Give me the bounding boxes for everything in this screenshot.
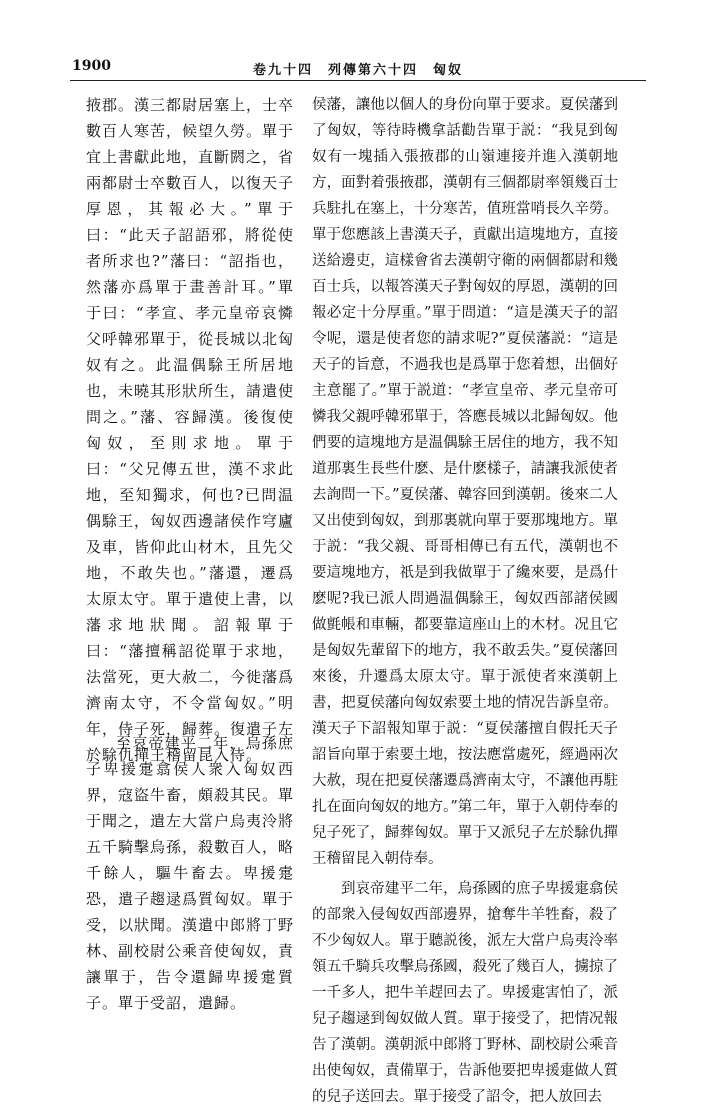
translation-paragraph-2: 到哀帝建平二年，烏孫國的庶子卑援疐翕侯的部衆入侵匈奴西部邊界，搶奪牛羊牲畜，殺了不少匈奴人。單于聽説後，派左大當户烏夷泠率領五千騎兵攻擊烏孫國，殺死了幾百人，擄掠了一千多人，把牛羊趕回去了。卑援疐害怕了，派兒子趨逯到匈奴做人質。單于接受了，把情况報告了漢朝。漢朝派中郎將丁野林、副校尉公乘音出使匈奴，責備單于，告訴他要把卑援疐做人質的兒子送回去。單于接受了詔令，把人放回去	[312, 881, 618, 1105]
header-rule	[70, 80, 646, 81]
page-number: 1900	[72, 58, 111, 74]
running-head: 卷九十四 列傳第六十四 匈奴	[252, 63, 463, 78]
page-header	[42, 56, 674, 80]
classical-paragraph-2: 至哀帝建平二年，烏孫庶子卑援疐翕侯人衆入匈奴西界，寇盜牛畜，頗殺其民。單于聞之，遣左大當户烏夷泠將五千騎擊烏孫，殺數百人，略千餘人，驅牛畜去。卑援疐恐，遣子趨逯爲質匈奴。單于受，以狀聞。漢遣中郎將丁野林、副校尉公乘音使匈奴，責讓單于，告令還歸卑援疐質子。單于受詔，遣歸。	[86, 734, 295, 1012]
classical-paragraph-1: 掖郡。漢三都尉居塞上，士卒數百人寒苦，候望久勞。單于宜上書獻此地，直斷閼之，省兩都尉士卒數百人，以復天子厚恩，其報必大。”單于曰：“此天子詔語邪，將從使者所求也?”藩曰：“詔指也，然藩亦爲單于畫善計耳。”單于曰：“孝宣、孝元皇帝哀憐父呼韓邪單于，從長城以北匈奴有之。此温偶駼王所居地也，未曉其形狀所生，請遣使問之。”藩、容歸漢。後復使匈奴，至則求地。單于曰：“父兄傳五世，漢不求此地，至知獨求，何也?已問温偶駼王，匈奴西邊諸侯作穹廬及車，皆仰此山材木，且先父地，不敢失也。”藩還，遷爲太原太守。單于遣使上書，以藩求地狀聞。詔報單于曰：“藩擅稱詔從單于求地，法當死，更大赦二，今徙藩爲濟南太守，不令當匈奴。”明年，侍子死，歸葬。復遣子左於駼仇撣王稽留昆入侍。	[86, 96, 295, 764]
modern-translation-column	[312, 92, 618, 1110]
classical-text-column-lower	[86, 730, 294, 1016]
translation-paragraph-1: 侯藩，讓他以個人的身份向單于要求。夏侯藩到了匈奴，等待時機拿話勸告單于説：“我見到匈奴有一塊插入張掖郡的山嶺連接并進入漢朝地方，面對着張掖郡，漢朝有三個都尉率領幾百士兵駐扎在塞上，十分寒苦，值班當哨長久辛勞。單于您應該上書漢天子，貢獻出這塊地方，直接送給邊吏，這樣會省去漢朝守衛的兩個都尉和幾百士兵，以報答漢天子對匈奴的厚恩，漢朝的回報必定十分厚重。”單于問道：“這是漢天子的詔令呢，還是使者您的請求呢?”夏侯藩説：“這是天子的旨意，不過我也是爲單于您着想，出個好主意罷了。”單于説道：“孝宣皇帝、孝元皇帝可憐我父親呼韓邪單于，答應長城以北歸匈奴。他們要的這塊地方是温偶駼王居住的地方，我不知道那裏生長些什麽、是什麽樣子，請讓我派使者去詢問一下。”夏侯藩、韓容回到漢朝。後來二人又出使到匈奴，到那裏就向單于要那塊地方。單于説：“我父親、哥哥相傳已有五代，漢朝也不要這塊地方，祇是到我做單于了纔來要，是爲什麽呢?我已派人問過温偶駼王，匈奴西部諸侯國做氈帳和車輛，都要靠這座山上的木材。况且它是匈奴先輩留下的地方，我不敢丢失。”夏侯藩回來後，升遷爲太原太守。單于派使者來漢朝上書，把夏侯藩向匈奴索要土地的情况告訴皇帝。漢天子下詔報知單于説：“夏侯藩擅自假托天子詔旨向單于索要土地，按法應當處死，經過兩次大赦，現在把夏侯藩遷爲濟南太守，不讓他再駐扎在面向匈奴的地方。”第二年，單于入朝侍奉的兒子死了，歸葬匈奴。單于又派兒子左於駼仇撣王稽留昆入朝侍奉。	[312, 97, 618, 867]
classical-text-column	[86, 92, 294, 768]
